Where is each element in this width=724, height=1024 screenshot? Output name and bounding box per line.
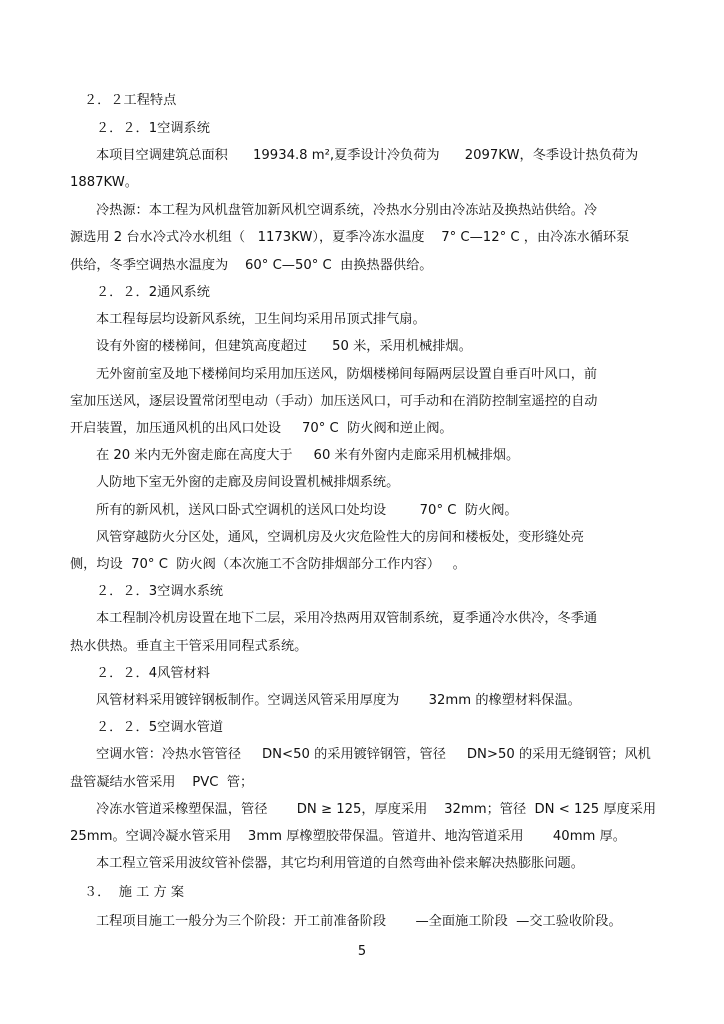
paragraph-line: 空调水管：冷热水管管径 DN<50 的采用镀锌钢管，管径 DN>50 的采用无缝钢管；风机: [96, 747, 651, 762]
subsection-heading-2-2-4: ２．２．4风管材料: [96, 666, 210, 681]
paragraph-line: 25mm。空调冷凝水管采用 3mm 厚橡塑胶带保温。管道井、地沟管道采用 40mm 厚。: [70, 829, 626, 844]
paragraph-line: 风管穿越防火分区处，通风，空调机房及火灾危险性大的房间和楼板处，变形缝处亮: [96, 530, 584, 545]
paragraph-line: 1887KW。: [70, 175, 138, 190]
paragraph-line: 所有的新风机，送风口卧式空调机的送风口处均设 70° C 防火阀。: [96, 503, 518, 518]
subsection-heading-2-2-5: ２．２．5空调水管道: [96, 720, 224, 735]
subsection-heading-2-2-1: ２．２．1空调系统: [96, 121, 210, 136]
section-heading-2-2: ２．２工程特点: [84, 93, 177, 108]
page-number: 5: [357, 944, 367, 959]
paragraph-line: 源选用 2 台水冷式冷水机组（ 1173KW），夏季冷冻水温度 7° C—12° C ，由冷冻水循环泵: [70, 230, 630, 245]
paragraph-line: 室加压送风，逐层设置常闭型电动（手动）加压送风口，可手动和在消防控制室遥控的自动: [70, 394, 598, 409]
paragraph-line: 在 20 米内无外窗走廊在高度大于 60 米有外窗内走廊采用机械排烟。: [96, 448, 520, 463]
paragraph-line: 人防地下室无外窗的走廊及房间设置机械排烟系统。: [96, 475, 400, 490]
paragraph-line: 开启装置，加压通风机的出风口处设 70° C 防火阀和逆止阀。: [70, 421, 453, 436]
paragraph-line: 设有外窗的楼梯间，但建筑高度超过 50 米，采用机械排烟。: [96, 339, 472, 354]
paragraph-line: 本工程每层均设新风系统，卫生间均采用吊顶式排气扇。: [96, 312, 426, 327]
paragraph-line: 侧，均设 70° C 防火阀（本次施工不含防排烟部分工作内容） 。: [70, 557, 466, 572]
paragraph-line: 工程项目施工一般分为三个阶段：开工前准备阶段 —全面施工阶段 —交工验收阶段。: [96, 914, 622, 929]
paragraph-line: 冷热源：本工程为风机盘管加新风机空调系统，冷热水分别由冷冻站及换热站供给。冷: [96, 203, 598, 218]
paragraph-line: 冷冻水管道采橡塑保温，管径 DN ≥ 125，厚度采用 32mm；管径 DN < 125 厚度采用: [96, 802, 657, 817]
paragraph-line: 供给，冬季空调热水温度为 60° C—50° C 由换热器供给。: [70, 258, 433, 273]
paragraph-line: 风管材料采用镀锌钢板制作。空调送风管采用厚度为 32mm 的橡塑材料保温。: [96, 693, 581, 708]
subsection-heading-2-2-3: ２．２．3空调水系统: [96, 584, 224, 599]
section-heading-3: ３． 施 工 方 案: [84, 885, 185, 900]
paragraph-line: 盘管凝结水管采用 PVC 管；: [70, 775, 254, 790]
paragraph-line: 无外窗前室及地下楼梯间均采用加压送风，防烟楼梯间每隔两层设置自垂百叶风口，前: [96, 367, 598, 382]
paragraph-line: 热水供热。垂直主干管采用同程式系统。: [70, 639, 308, 654]
paragraph-line: 本工程立管采用波纹管补偿器，其它均利用管道的自然弯曲补偿来解决热膨胀问题。: [96, 856, 584, 871]
paragraph-line: 本项目空调建筑总面积 19934.8 m²,夏季设计冷负荷为 2097KW，冬季设计热负荷为: [96, 148, 639, 163]
paragraph-line: 本工程制冷机房设置在地下二层，采用冷热两用双管制系统，夏季通冷水供冷，冬季通: [96, 611, 598, 626]
subsection-heading-2-2-2: ２．２．2通风系统: [96, 285, 210, 300]
